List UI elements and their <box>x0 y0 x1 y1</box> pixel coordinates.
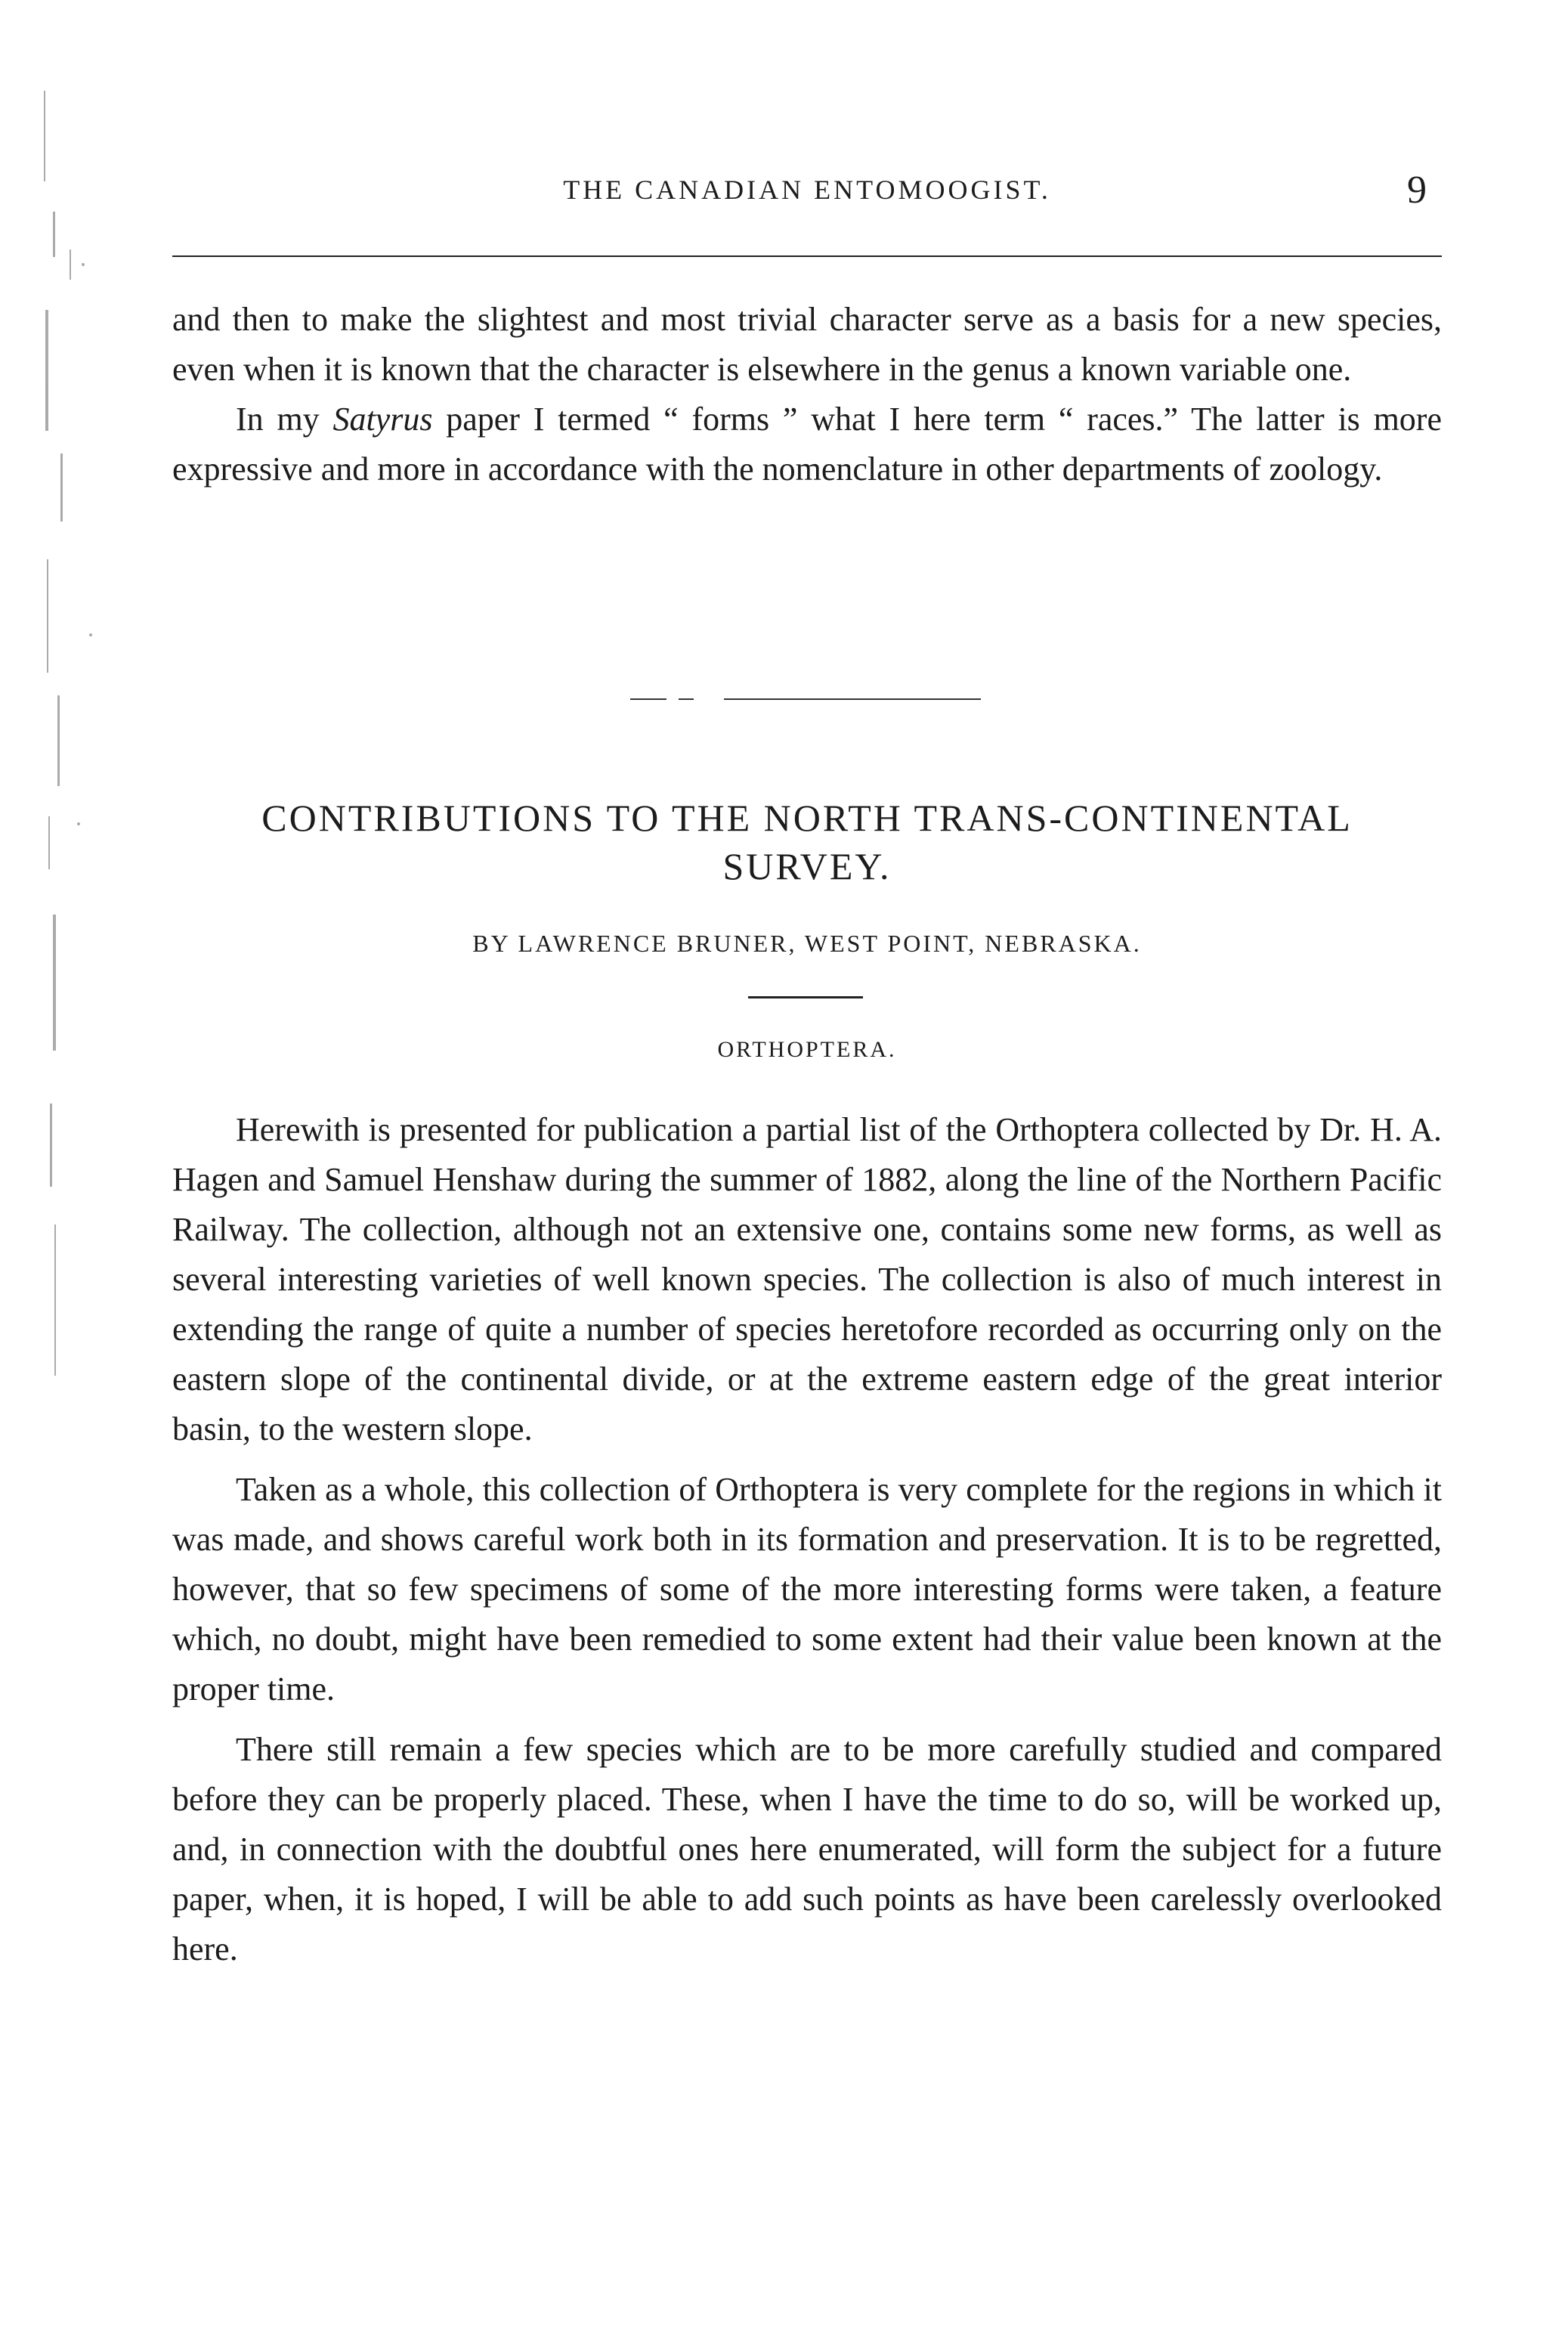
page-number: 9 <box>1407 169 1427 212</box>
running-header <box>172 168 1442 221</box>
section-heading: ORTHOPTERA. <box>717 1037 897 1062</box>
article-title-line: CONTRIBUTIONS TO THE NORTH TRANS-CONTINENTAL <box>261 797 1353 839</box>
text-run: In my <box>236 401 333 438</box>
running-title: THE CANADIAN ENTOMOOGIST. <box>563 175 1051 205</box>
article-title <box>172 794 1442 890</box>
separator-rule <box>679 698 694 700</box>
author-byline: BY LAWRENCE BRUNER, WEST POINT, NEBRASKA. <box>472 930 1142 957</box>
article-body <box>172 1105 1442 1974</box>
article-title-line: SURVEY. <box>722 845 892 887</box>
continued-text <box>172 295 1442 494</box>
paragraph: Taken as a whole, this collection of Orthoptera is very complete for the regions in which it was made, and shows careful work both in its formation and preservation. It is to be regretted, however, that so few specimens of some of the more interesting forms were taken, a feature which, no doubt, might have been remedied to some extent had their value been known at the proper time. <box>172 1471 1442 1707</box>
separator-rule <box>630 698 666 700</box>
short-rule <box>748 996 863 998</box>
paragraph: Herewith is presented for publication a partial list of the Orthoptera collected by Dr. H. A. Hagen and Samuel Henshaw during the summer of 1882, along the line of the Northern Pacific Railway. The collection, although not an extensive one, contains some new forms, as well as several interesting varieties of well known species. The collection is also of much interest in extending the range of quite a number of species heretofore recorded as occurring only on the eastern slope of the continental divide, or at the extreme eastern edge of the great interior basin, to the western slope. <box>172 1111 1442 1447</box>
separator-rule <box>724 698 981 700</box>
paragraph: There still remain a few species which are to be more carefully studied and compared before they can be properly placed. These, when I have the time to do so, will be worked up, and, in connection with the doubtful ones here enumerated, will form the subject for a future paper, when, it is hoped, I will be able to add such points as have been carelessly overlooked here. <box>172 1731 1442 1967</box>
header-rule <box>172 255 1442 257</box>
paragraph: and then to make the slightest and most trivial character serve as a basis for a new species, even when it is known that the character is elsewhere in the genus a known variable one. <box>172 301 1442 388</box>
text-run: paper I termed “ forms ” what I here term “ races.” The latter is more expressive and more in accordance with the nomenclature in other departments of zoology. <box>172 401 1442 488</box>
paragraph <box>172 395 1442 494</box>
scan-margin-noise <box>30 60 113 1406</box>
italic-taxon: Satyrus <box>332 401 433 438</box>
